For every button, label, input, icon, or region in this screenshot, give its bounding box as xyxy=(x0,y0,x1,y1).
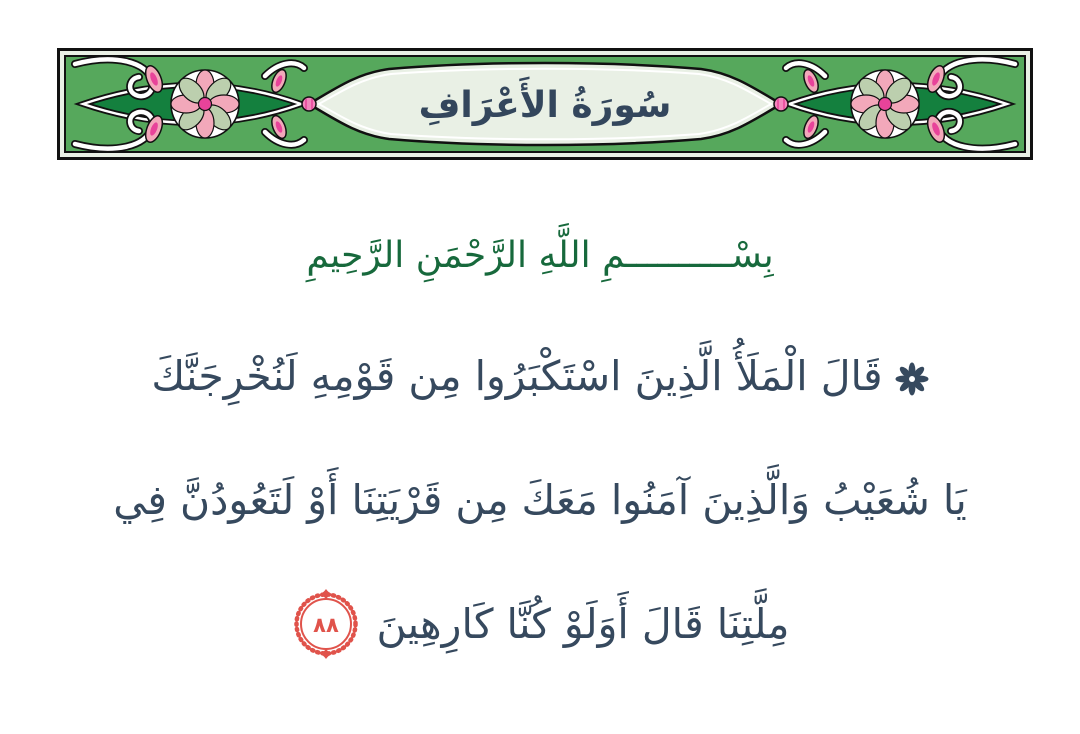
surah-title: سُورَةُ الأَعْرَافِ xyxy=(418,85,672,126)
verse-line-2 xyxy=(0,438,1080,562)
verse-line-text: مِلَّتِنَا قَالَ أَوَلَوْ كُنَّا كَارِهِينَ xyxy=(376,600,790,648)
verse-line-1 xyxy=(0,314,1080,438)
ayah-number: ٨٨ xyxy=(313,613,340,637)
bud-accent-icon xyxy=(774,97,788,111)
verse-line-text: يَا شُعَيْبُ وَالَّذِينَ آمَنُوا مَعَكَ مِن قَرْيَتِنَا أَوْ لَتَعُودُنَّ فِي xyxy=(113,476,967,524)
rub-el-hizb-icon xyxy=(895,362,929,396)
ayah-number-medallion xyxy=(290,588,362,660)
verse-block xyxy=(0,314,1080,686)
verse-line-3 xyxy=(0,562,1080,686)
basmala: بِسْــــــــــمِ اللَّهِ الرَّحْمَنِ الرَّحِيمِ xyxy=(306,235,774,276)
verse-line-text: قَالَ الْمَلَأُ الَّذِينَ اسْتَكْبَرُوا مِن قَوْمِهِ لَنُخْرِجَنَّكَ xyxy=(151,352,883,400)
surah-header-banner xyxy=(57,48,1033,160)
banner-artwork xyxy=(57,48,1033,160)
bud-accent-icon xyxy=(302,97,316,111)
